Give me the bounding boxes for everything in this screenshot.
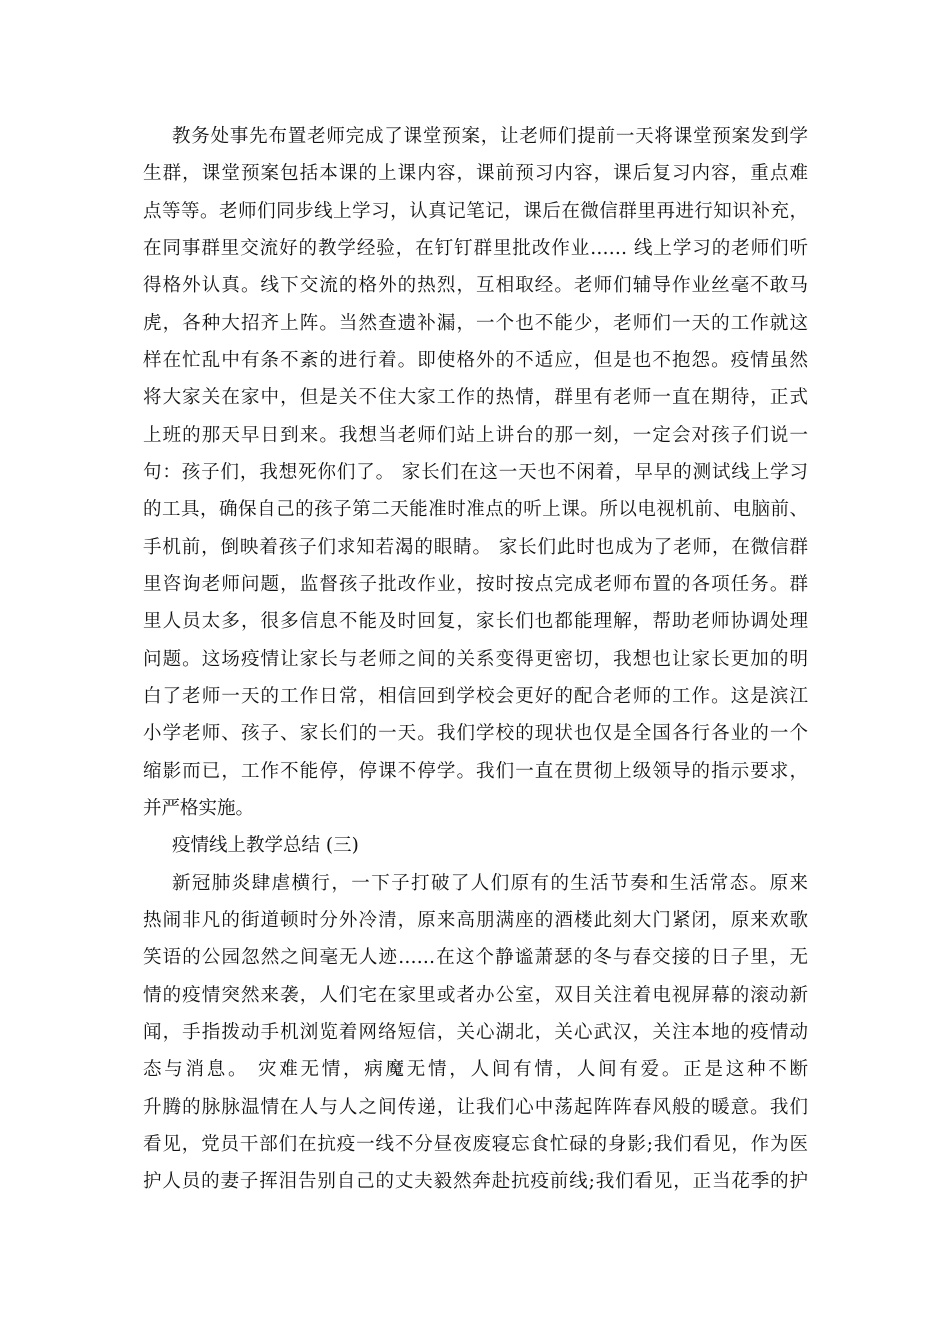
section-heading: 疫情线上教学总结 (三) xyxy=(172,835,359,856)
paragraph1-line: 小学老师、孩子、家长们的一天。我们学校的现状也仅是全国各行各业的一个 xyxy=(143,723,808,744)
paragraph2-line: 闻，手指拨动手机浏览着网络短信，关心湖北，关心武汉，关注本地的疫情动 xyxy=(143,1022,808,1043)
paragraph1-line: 里咨询老师问题，监督孩子批改作业，按时按点完成老师布置的各项任务。群 xyxy=(143,574,808,595)
paragraph1-line: 手机前，倒映着孩子们求知若渴的眼睛。 家长们此时也成为了老师，在微信群 xyxy=(143,537,808,558)
paragraph1-line: 白了老师一天的工作日常，相信回到学校会更好的配合老师的工作。这是滨江 xyxy=(143,686,808,707)
paragraph1-line: 样在忙乱中有条不紊的进行着。即使格外的不适应，但是也不抱怨。疫情虽然 xyxy=(143,350,808,371)
paragraph1-line: 缩影而已，工作不能停，停课不停学。我们一直在贯彻上级领导的指示要求， xyxy=(143,761,808,782)
paragraph1-line: 并严格实施。 xyxy=(143,798,255,819)
paragraph1-line: 问题。这场疫情让家长与老师之间的关系变得更密切，我想也让家长更加的明 xyxy=(143,649,808,670)
paragraph1-line: 点等等。老师们同步线上学习，认真记笔记，课后在微信群里再进行知识补充， xyxy=(143,201,808,222)
paragraph2-line: 护人员的妻子挥泪告别自己的丈夫毅然奔赴抗疫前线;我们看见，正当花季的护 xyxy=(143,1171,808,1192)
paragraph2-line: 情的疫情突然来袭，人们宅在家里或者办公室，双目关注着电视屏幕的滚动新 xyxy=(143,985,808,1006)
paragraph1-line: 生群，课堂预案包括本课的上课内容，课前预习内容，课后复习内容，重点难 xyxy=(143,163,808,184)
paragraph2-line: 新冠肺炎肆虐横行，一下子打破了人们原有的生活节奏和生活常态。原来 xyxy=(172,873,808,894)
paragraph1-line: 句：孩子们，我想死你们了。 家长们在这一天也不闲着，早早的测试线上学习 xyxy=(143,462,808,483)
paragraph1-line: 里人员太多，很多信息不能及时回复，家长们也都能理解，帮助老师协调处理 xyxy=(143,611,808,632)
paragraph1-line: 虎，各种大招齐上阵。当然查遗补漏，一个也不能少，老师们一天的工作就这 xyxy=(143,313,808,334)
paragraph2-line: 热闹非凡的街道顿时分外冷清，原来高朋满座的酒楼此刻大门紧闭，原来欢歌 xyxy=(143,910,808,931)
paragraph1-line: 在同事群里交流好的教学经验，在钉钉群里批改作业…… 线上学习的老师们听 xyxy=(143,238,808,259)
paragraph1-line: 将大家关在家中，但是关不住大家工作的热情，群里有老师一直在期待，正式 xyxy=(143,387,808,408)
paragraph1-line: 的工具，确保自己的孩子第二天能准时准点的听上课。所以电视机前、电脑前、 xyxy=(143,499,808,520)
paragraph1-line: 得格外认真。线下交流的格外的热烈，互相取经。老师们辅导作业丝毫不敢马 xyxy=(143,275,808,296)
paragraph1-line: 教务处事先布置老师完成了课堂预案，让老师们提前一天将课堂预案发到学 xyxy=(172,126,808,147)
paragraph2-line: 态与消息。 灾难无情，病魔无情，人间有情，人间有爱。正是这种不断 xyxy=(143,1059,808,1080)
paragraph2-line: 看见，党员干部们在抗疫一线不分昼夜废寝忘食忙碌的身影;我们看见，作为医 xyxy=(143,1134,808,1155)
paragraph2-line: 笑语的公园忽然之间毫无人迹……在这个静谧萧瑟的冬与春交接的日子里，无 xyxy=(143,947,808,968)
paragraph2-line: 升腾的脉脉温情在人与人之间传递，让我们心中荡起阵阵春风般的暖意。我们 xyxy=(143,1097,808,1118)
paragraph1-line: 上班的那天早日到来。我想当老师们站上讲台的那一刻，一定会对孩子们说一 xyxy=(143,425,808,446)
